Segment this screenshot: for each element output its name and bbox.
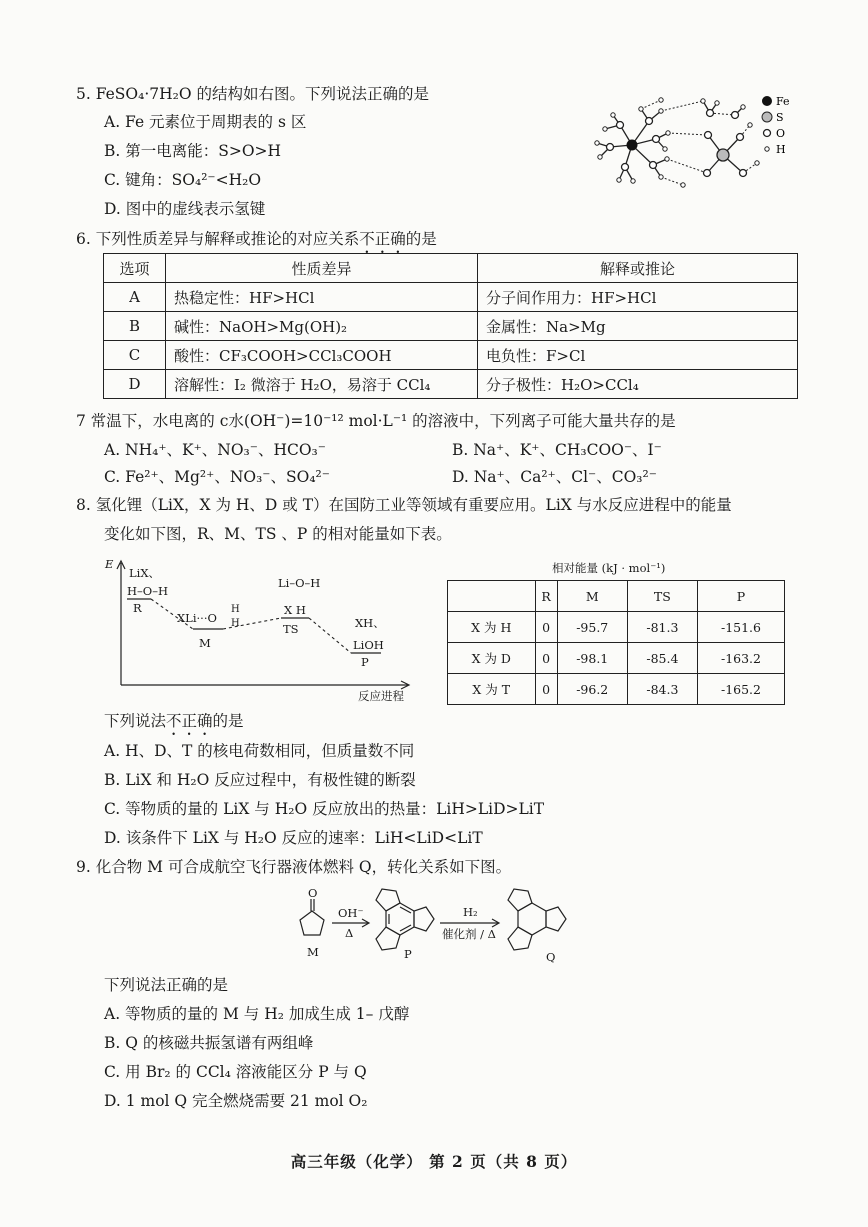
energy-diagram bbox=[103, 555, 423, 705]
r-label-top: LiX、 bbox=[129, 566, 161, 580]
y-axis-label: E bbox=[105, 557, 114, 571]
arrow1-top: OH⁻ bbox=[338, 906, 364, 920]
q8-option-c: C. 等物质的量的 LiX 与 H₂O 反应放出的热量：LiH>LiD>LiT bbox=[104, 800, 545, 818]
r-label-bottom: H–O–H bbox=[127, 584, 168, 598]
label-q: Q bbox=[546, 950, 556, 964]
p-label: P bbox=[361, 655, 369, 669]
p-label-b: LiOH bbox=[353, 638, 384, 652]
q6-cell: B bbox=[104, 312, 166, 341]
table-row bbox=[104, 370, 798, 399]
reaction-scheme bbox=[290, 883, 600, 978]
q8-cell: X 为 D bbox=[448, 643, 536, 674]
label-m: M bbox=[307, 945, 319, 959]
q9-option-a: A. 等物质的量的 M 与 H₂ 加成生成 1– 戊醇 bbox=[104, 1005, 410, 1023]
q6-header-property: 性质差异 bbox=[166, 254, 478, 283]
q5-option-d: D. 图中的虚线表示氢键 bbox=[104, 200, 266, 218]
m-label-b: H bbox=[231, 604, 240, 615]
q6-stem-emphasis: 不正确 bbox=[359, 230, 406, 248]
q6-cell: A bbox=[104, 283, 166, 312]
q8-cell: 0 bbox=[535, 612, 557, 643]
q8-cell: -95.7 bbox=[557, 612, 627, 643]
q8-header-cell: M bbox=[557, 581, 627, 612]
q6-cell: 酸性：CF₃COOH>CCl₃COOH bbox=[166, 341, 478, 370]
q8-cell: X 为 T bbox=[448, 674, 536, 705]
table-row bbox=[448, 643, 785, 674]
arrow2-top: H₂ bbox=[463, 905, 478, 919]
q8-cell: -98.1 bbox=[557, 643, 627, 674]
q7-stem: 7 常温下，水电离的 c水(OH⁻)=10⁻¹² mol·L⁻¹ 的溶液中，下列离子可能大量共存的是 bbox=[76, 412, 676, 430]
q6-cell: 碱性：NaOH>Mg(OH)₂ bbox=[166, 312, 478, 341]
q6-header-option: 选项 bbox=[104, 254, 166, 283]
q8-cell: -96.2 bbox=[557, 674, 627, 705]
label-p: P bbox=[404, 947, 412, 961]
q8-sub-part-c: 的是 bbox=[212, 712, 244, 730]
m-label-a: XLi···O bbox=[177, 611, 217, 625]
q7-option-b: B. Na⁺、K⁺、CH₃COO⁻、I⁻ bbox=[452, 441, 662, 459]
q7-option-d: D. Na⁺、Ca²⁺、Cl⁻、CO₃²⁻ bbox=[452, 468, 657, 486]
ts-label-b: X H bbox=[284, 603, 306, 617]
q5-option-a: A. Fe 元素位于周期表的 s 区 bbox=[104, 113, 307, 131]
ts-label-a: Li–O–H bbox=[278, 576, 321, 590]
q6-stem-part-a: 6. 下列性质差异与解释或推论的对应关系 bbox=[76, 230, 360, 248]
q6-cell: 溶解性：I₂ 微溶于 H₂O，易溶于 CCl₄ bbox=[166, 370, 478, 399]
q8-sub-part-a: 下列说法 bbox=[104, 712, 167, 730]
q9-option-c: C. 用 Br₂ 的 CCl₄ 溶液能区分 P 与 Q bbox=[104, 1063, 367, 1081]
q8-cell: -85.4 bbox=[627, 643, 697, 674]
carbonyl-o: O bbox=[308, 886, 318, 900]
q8-cell: 0 bbox=[535, 674, 557, 705]
q9-stem: 9. 化合物 M 可合成航空飞行器液体燃料 Q，转化关系如下图。 bbox=[76, 858, 512, 876]
legend-s: S bbox=[776, 111, 784, 124]
table-row bbox=[104, 312, 798, 341]
arrow1-bottom: Δ bbox=[345, 926, 354, 940]
q8-stem-line1: 8. 氢化锂（LiX，X 为 H、D 或 T）在国防工业等领域有重要应用。LiX 与水反应进程中的能量 bbox=[76, 496, 732, 514]
ts-label: TS bbox=[283, 622, 299, 636]
legend-h: H bbox=[776, 143, 786, 156]
q8-header-row bbox=[448, 581, 785, 612]
legend-fe: Fe bbox=[776, 95, 790, 108]
q8-cell: X 为 H bbox=[448, 612, 536, 643]
m-label: M bbox=[199, 636, 211, 650]
q9-option-d: D. 1 mol Q 完全燃烧需要 21 mol O₂ bbox=[104, 1092, 368, 1110]
q8-cell: -84.3 bbox=[627, 674, 697, 705]
q7-option-c: C. Fe²⁺、Mg²⁺、NO₃⁻、SO₄²⁻ bbox=[104, 468, 330, 486]
table-row bbox=[104, 283, 798, 312]
q8-stem-line2: 变化如下图，R、M、TS 、P 的相对能量如下表。 bbox=[104, 525, 452, 543]
q6-cell: D bbox=[104, 370, 166, 399]
q9-option-b: B. Q 的核磁共振氢谱有两组峰 bbox=[104, 1034, 314, 1052]
q8-header-cell: TS bbox=[627, 581, 697, 612]
q8-cell: 0 bbox=[535, 643, 557, 674]
table-row bbox=[104, 341, 798, 370]
q8-table-caption: 相对能量 (kJ · mol⁻¹) bbox=[552, 561, 666, 575]
q8-sub-question bbox=[104, 711, 244, 739]
r-label: R bbox=[133, 601, 142, 615]
q5-stem: 5. FeSO₄·7H₂O 的结构如右图。下列说法正确的是 bbox=[76, 85, 429, 103]
q8-header-cell: R bbox=[535, 581, 557, 612]
table-row bbox=[448, 674, 785, 705]
q8-cell: -163.2 bbox=[697, 643, 784, 674]
arrow2-bottom: 催化剂 / Δ bbox=[442, 927, 496, 941]
q8-option-a: A. H、D、T 的核电荷数相同，但质量数不同 bbox=[104, 742, 415, 760]
q7-option-a: A. NH₄⁺、K⁺、NO₃⁻、HCO₃⁻ bbox=[104, 441, 326, 459]
q6-header-row bbox=[104, 254, 798, 283]
q8-option-b: B. LiX 和 H₂O 反应过程中，有极性键的断裂 bbox=[104, 771, 416, 789]
q6-cell: C bbox=[104, 341, 166, 370]
q6-table bbox=[103, 253, 798, 399]
q8-sub-emphasis: 不正确 bbox=[166, 712, 213, 730]
q6-cell: 金属性：Na>Mg bbox=[478, 312, 798, 341]
page-footer: 高三年级（化学） 第 2 页（共 8 页） bbox=[290, 1152, 578, 1171]
feso4-structure-figure bbox=[575, 85, 795, 200]
q6-stem-part-c: 的是 bbox=[405, 230, 437, 248]
q5-option-b: B. 第一电离能：S>O>H bbox=[104, 142, 282, 160]
q5-option-c: C. 键角：SO₄²⁻<H₂O bbox=[104, 171, 262, 189]
q8-header-cell bbox=[448, 581, 536, 612]
q6-cell: 热稳定性：HF>HCl bbox=[166, 283, 478, 312]
q8-option-d: D. 该条件下 LiX 与 H₂O 反应的速率：LiH<LiD<LiT bbox=[104, 829, 483, 847]
q8-header-cell: P bbox=[697, 581, 784, 612]
q6-cell: 分子间作用力：HF>HCl bbox=[478, 283, 798, 312]
q8-cell: -81.3 bbox=[627, 612, 697, 643]
q8-cell: -151.6 bbox=[697, 612, 784, 643]
p-label-a: XH、 bbox=[355, 616, 385, 630]
q6-cell: 分子极性：H₂O>CCl₄ bbox=[478, 370, 798, 399]
legend-o: O bbox=[776, 127, 786, 140]
q6-cell: 电负性：F>Cl bbox=[478, 341, 798, 370]
table-row bbox=[448, 612, 785, 643]
q6-header-explanation: 解释或推论 bbox=[478, 254, 798, 283]
q8-cell: -165.2 bbox=[697, 674, 784, 705]
m-label-c: H bbox=[231, 618, 240, 629]
q8-energy-table bbox=[447, 580, 785, 705]
x-axis-label: 反应进程 bbox=[358, 689, 404, 703]
q9-sub-question: 下列说法正确的是 bbox=[104, 976, 229, 994]
